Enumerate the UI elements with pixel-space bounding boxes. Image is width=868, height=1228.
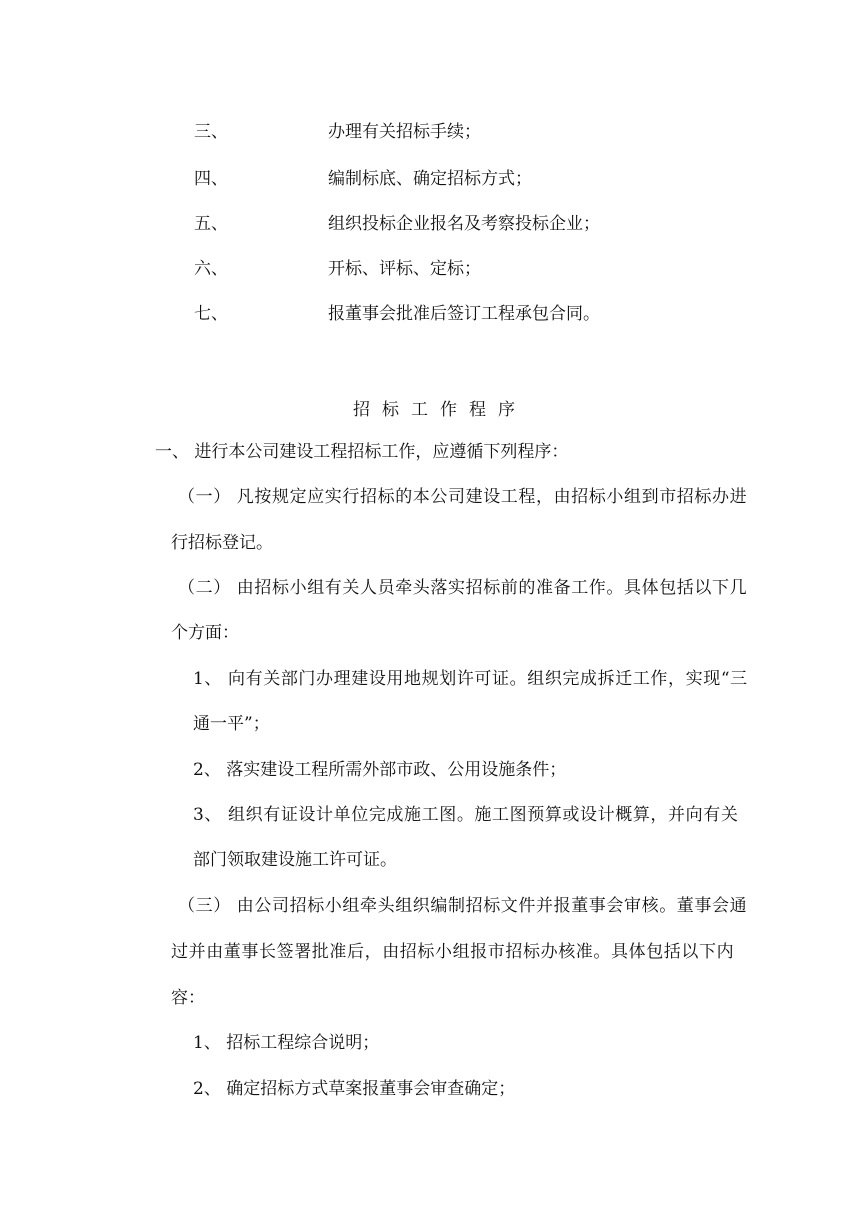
list-number: 七、 bbox=[194, 304, 228, 324]
list-number: 六、 bbox=[194, 259, 228, 279]
list-number: 三、 bbox=[194, 122, 228, 142]
sub-item-line: 2、 落实建设工程所需外部市政、公用设施条件； bbox=[193, 760, 567, 780]
list-text: 办理有关招标手续； bbox=[328, 122, 481, 142]
list-text: 开标、评标、定标； bbox=[328, 259, 481, 279]
sub-item-line: 1、 招标工程综合说明； bbox=[193, 1033, 380, 1053]
list-item bbox=[0, 167, 868, 191]
list-item bbox=[0, 212, 868, 236]
sub-item-line: 通一平”； bbox=[193, 714, 270, 734]
list-item bbox=[0, 257, 868, 281]
sub-item-line: 部门领取建设施工许可证。 bbox=[193, 850, 397, 870]
list-number: 四、 bbox=[194, 169, 228, 189]
sub-item-line: 2、 确定招标方式草案报董事会审查确定； bbox=[193, 1079, 516, 1099]
paragraph-line: 行招标登记。 bbox=[171, 533, 273, 553]
list-number: 五、 bbox=[194, 214, 228, 234]
list-text: 报董事会批准后签订工程承包合同。 bbox=[328, 304, 600, 324]
paragraph-line: 容： bbox=[171, 988, 205, 1008]
section-title: 招标工作程序 bbox=[353, 400, 527, 420]
sub-item-line: 3、 组织有证设计单位完成施工图。施工图预算或设计概算，并向有关 bbox=[193, 805, 739, 825]
paragraph-line: 个方面： bbox=[171, 623, 239, 643]
paragraph-line: 过并由董事长签署批准后，由招标小组报市招标办核准。具体包括以下内 bbox=[171, 942, 735, 962]
list-item bbox=[0, 302, 868, 326]
list-item bbox=[0, 120, 868, 144]
paragraph-line: （三） 由公司招标小组牵头组织编制招标文件并报董事会审核。董事会通 bbox=[178, 896, 748, 916]
list-text: 编制标底、确定招标方式； bbox=[328, 169, 532, 189]
paragraph-line: （二） 由招标小组有关人员牵头落实招标前的准备工作。具体包括以下几 bbox=[178, 578, 748, 598]
paragraph-line: （一） 凡按规定应实行招标的本公司建设工程，由招标小组到市招标办进 bbox=[178, 487, 748, 507]
sub-item-line: 1、 向有关部门办理建设用地规划许可证。组织完成拆迁工作，实现“三 bbox=[193, 669, 748, 689]
section-heading: 一、 进行本公司建设工程招标工作，应遵循下列程序： bbox=[155, 442, 569, 462]
list-text: 组织投标企业报名及考察投标企业； bbox=[328, 214, 600, 234]
